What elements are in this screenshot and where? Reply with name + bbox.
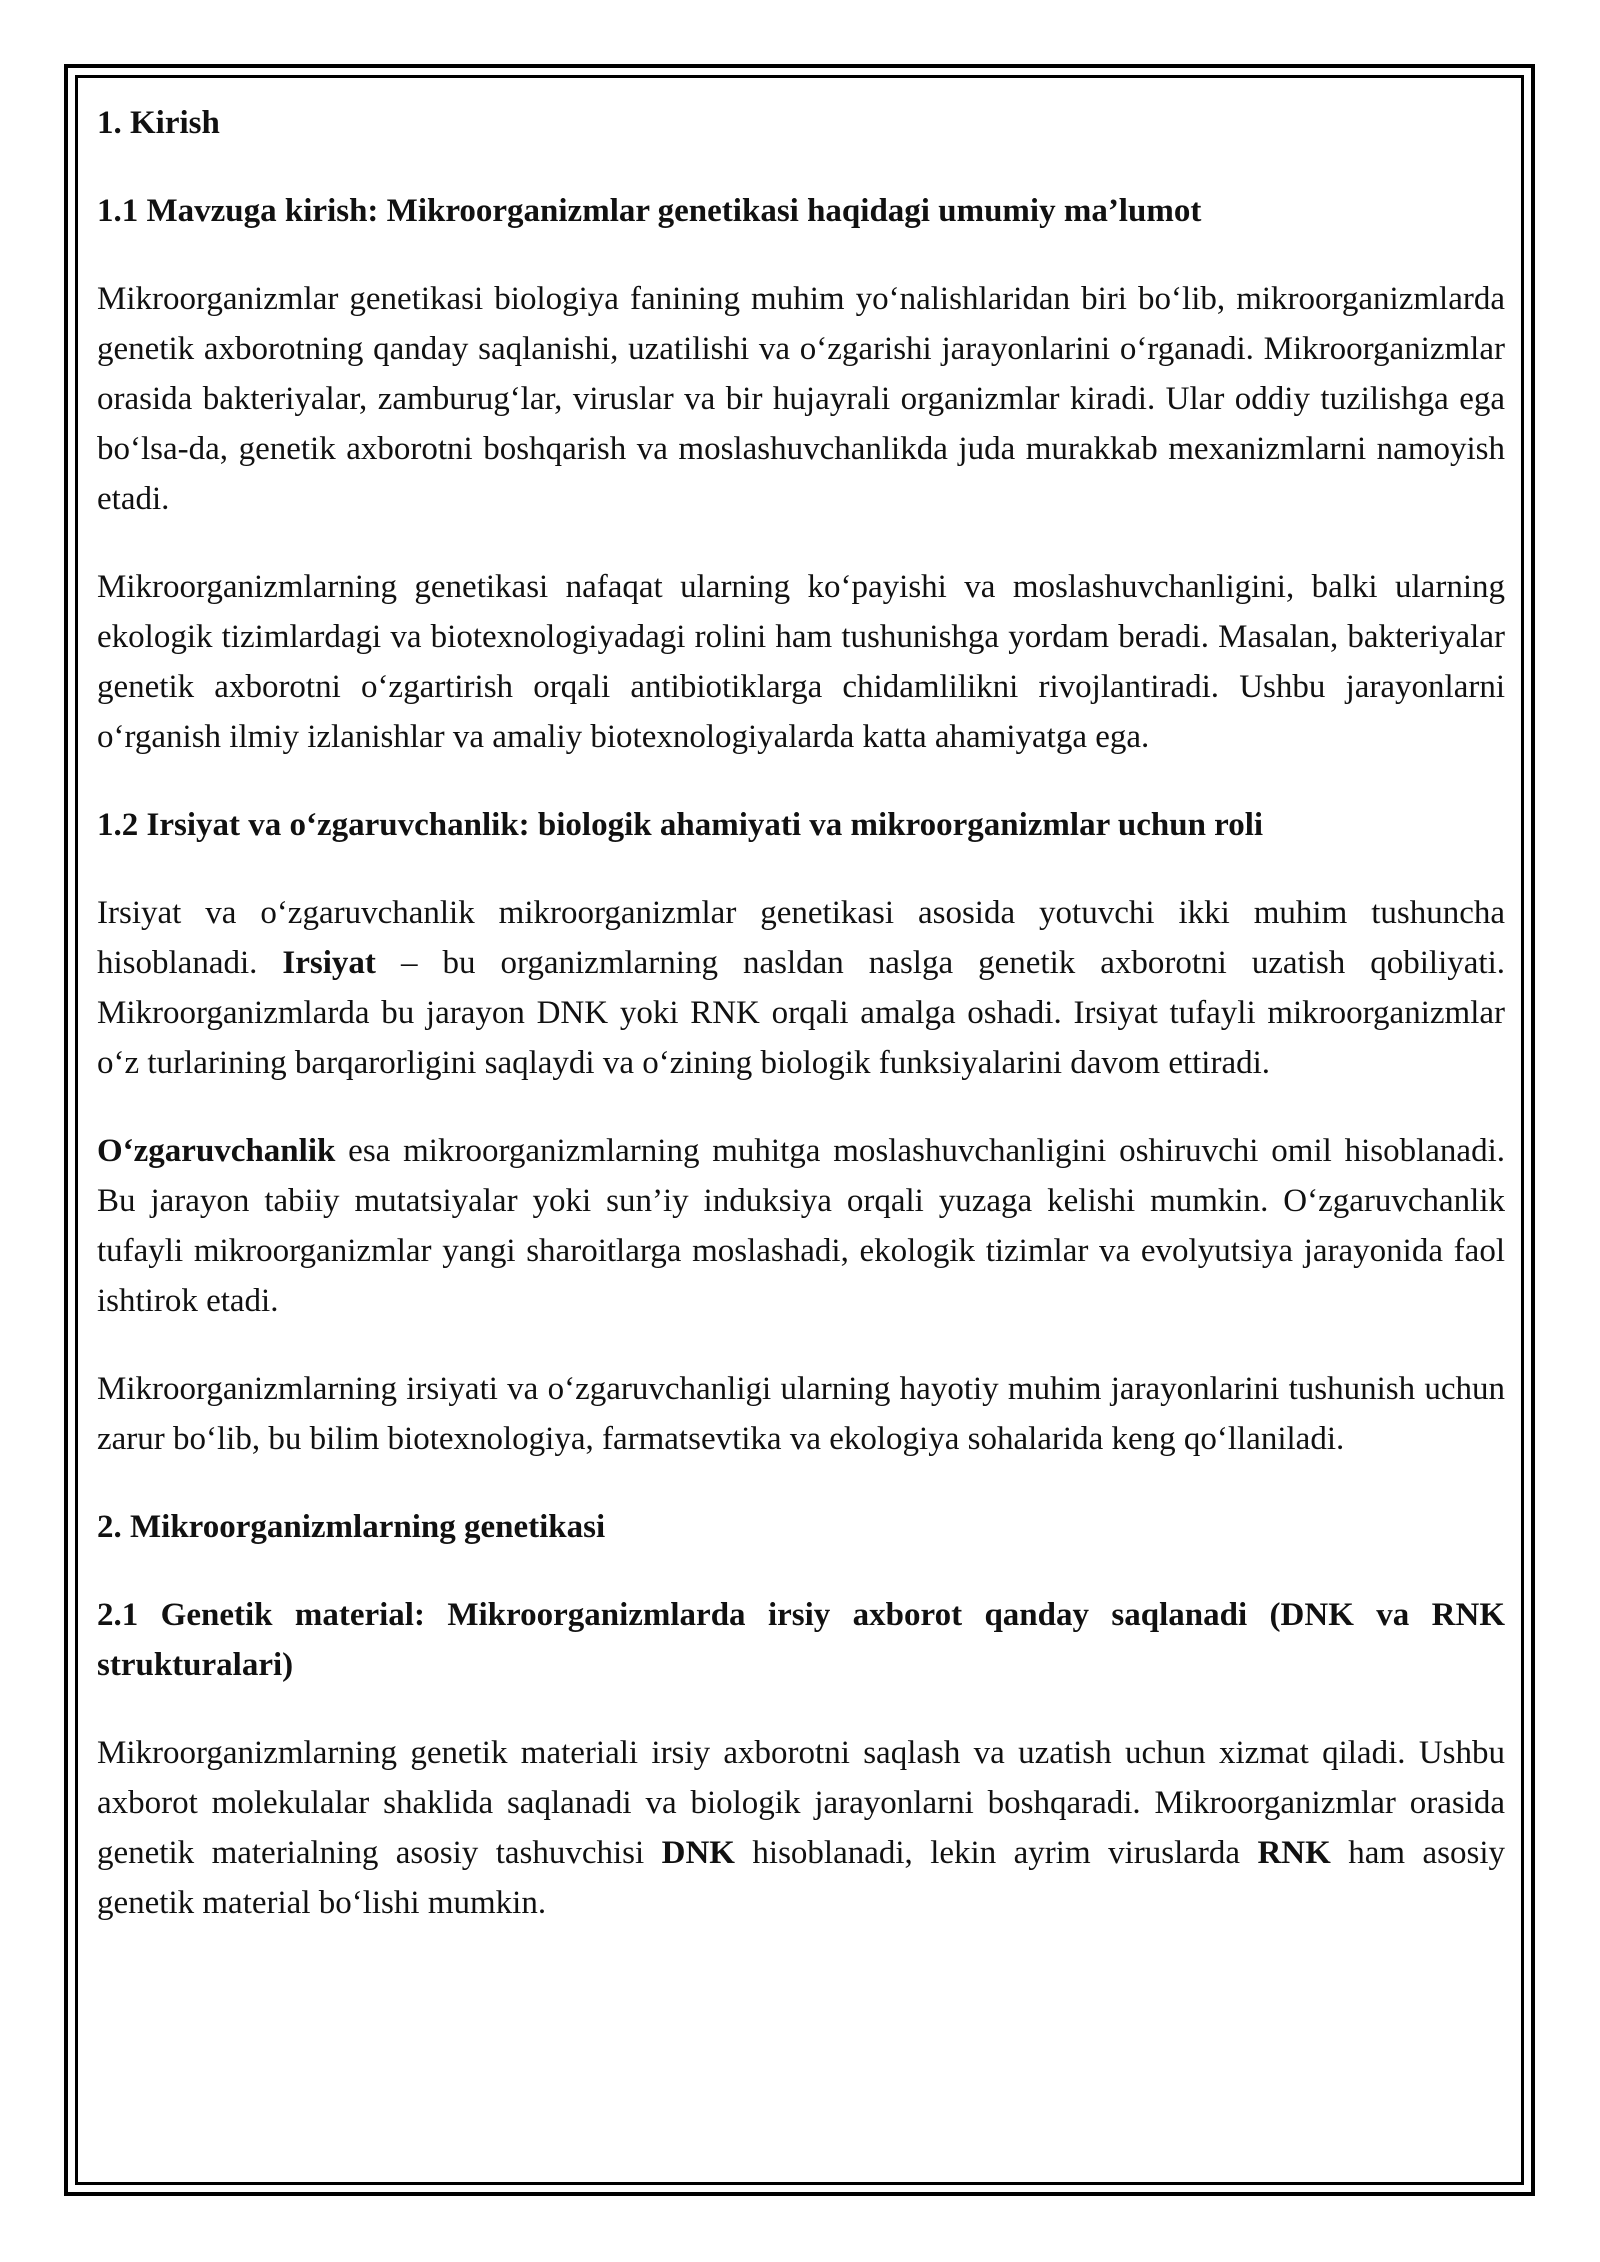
document-body bbox=[97, 98, 1505, 1966]
term-irsiyat: Irsiyat bbox=[282, 945, 376, 981]
heading-1-1: 1.1 Mavzuga kirish: Mikroorganizmlar genetikasi haqidagi umumiy ma’lumot bbox=[97, 193, 1202, 229]
paragraph-3-text-a: Irsiyat va o‘zgaruvchanlik mikroorganizmlar genetikasi asosida yotuvchi ikki muhim tushuncha hisoblanadi. bbox=[97, 895, 1505, 981]
paragraph-4 bbox=[97, 1126, 1505, 1326]
heading-1-kirish: 1. Kirish bbox=[97, 105, 220, 141]
paragraph-6-text-c: hisoblanadi, lekin ayrim viruslarda bbox=[734, 1835, 1258, 1871]
paragraph-3-text-c: – bu organizmlarning nasldan naslga genetik axborotni uzatish qobiliyati. Mikroorganizmlarda bu jarayon DNK yoki RNK orqali amalga oshadi. Irsiyat tufayli mikroorganizmlar o‘z turlarining barqarorligini saqlaydi va o‘zining biologik funksiyalarini davom ettiradi. bbox=[97, 945, 1505, 1081]
paragraph-3 bbox=[97, 888, 1505, 1088]
heading-1-2: 1.2 Irsiyat va o‘zgaruvchanlik: biologik ahamiyati va mikroorganizmlar uchun roli bbox=[97, 807, 1264, 843]
paragraph-6-text-a: Mikroorganizmlarning genetik materiali irsiy axborotni saqlash va uzatish uchun xizmat qiladi. Ushbu axborot molekulalar shaklida saqlanadi va biologik jarayonlarni boshqaradi. Mikroorganizmlar orasida genetik materialning asosiy tashuvchisi bbox=[97, 1735, 1505, 1871]
term-dnk: DNK bbox=[661, 1835, 735, 1871]
heading-2: 2. Mikroorganizmlarning genetikasi bbox=[97, 1509, 606, 1545]
term-ozgaruvchanlik: O‘zgaruvchanlik bbox=[97, 1133, 336, 1169]
paragraph-1: Mikroorganizmlar genetikasi biologiya fanining muhim yo‘nalishlaridan biri bo‘lib, mikroorganizmlarda genetik axborotning qanday saqlanishi, uzatilishi va o‘zgarishi jarayonlarini o‘rganadi. Mikroorganizmlar orasida bakteriyalar, zamburug‘lar, viruslar va bir hujayrali organizmlar kiradi. Ular oddiy tuzilishga ega bo‘lsa-da, genetik axborotni boshqarish va moslashuvchanlikda juda murakkab mexanizmlarni namoyish etadi. bbox=[97, 281, 1505, 517]
paragraph-6-text-e: ham asosiy genetik material bo‘lishi mumkin. bbox=[97, 1835, 1505, 1921]
heading-2-1: 2.1 Genetik material: Mikroorganizmlarda irsiy axborot qanday saqlanadi (DNK va RNK strukturalari) bbox=[97, 1597, 1505, 1683]
paragraph-2: Mikroorganizmlarning genetikasi nafaqat ularning ko‘payishi va moslashuvchanligini, balki ularning ekologik tizimlardagi va biotexnologiyadagi rolini ham tushunishga yordam beradi. Masalan, bakteriyalar genetik axborotni o‘zgartirish orqali antibiotiklarga chidamlilikni rivojlantiradi. Ushbu jarayonlarni o‘rganish ilmiy izlanishlar va amaliy biotexnologiyalarda katta ahamiyatga ega. bbox=[97, 569, 1505, 755]
paragraph-6 bbox=[97, 1728, 1505, 1928]
paragraph-5: Mikroorganizmlarning irsiyati va o‘zgaruvchanligi ularning hayotiy muhim jarayonlarini tushunish uchun zarur bo‘lib, bu bilim biotexnologiya, farmatsevtika va ekologiya sohalarida keng qo‘llaniladi. bbox=[97, 1371, 1505, 1457]
paragraph-4-text-c: esa mikroorganizmlarning muhitga moslashuvchanligini oshiruvchi omil hisoblanadi. Bu jarayon tabiiy mutatsiyalar yoki sun’iy induksiya orqali yuzaga kelishi mumkin. O‘zgaruvchanlik tufayli mikroorganizmlar yangi sharoitlarga moslashadi, ekologik tizimlar va evolyutsiya jarayonida faol ishtirok etadi. bbox=[97, 1133, 1505, 1319]
term-rnk: RNK bbox=[1257, 1835, 1331, 1871]
